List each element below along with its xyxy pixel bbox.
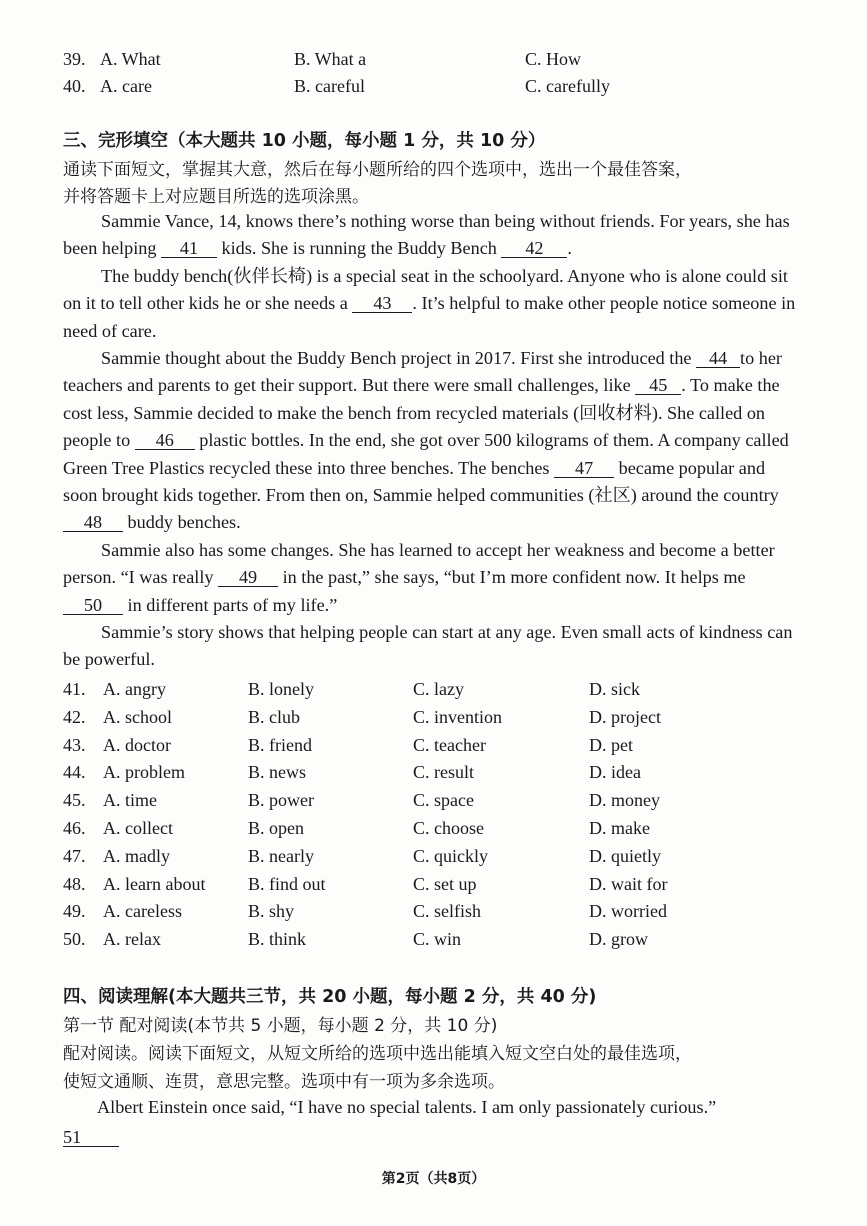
option-b: B. think [248,929,307,950]
question-number: 39. [63,49,86,69]
section-4-blank-line [63,1124,803,1151]
section-4-instruction-line-2: 使短文通顺、连贯，意思完整。选项中有一项为多余选项。 [63,1072,505,1092]
section-3-instruction-line-2: 并将答题卡上对应题目所选的选项涂黑。 [63,187,369,207]
question-number: 42. [63,706,86,727]
blank-44: 44 [696,349,740,368]
option-d: D. idea [589,762,641,783]
page-footer: 第2页（共8页） [381,1171,486,1187]
option-d: D. wait for [589,873,668,894]
passage-text: . It’s helpful to make other people notice someone in need of care. [63,293,796,341]
option-b: B. news [248,762,306,783]
option-b: B. find out [248,873,326,894]
question-number: 41. [63,679,86,699]
question-number: 43. [63,734,86,755]
passage-text: became popular and soon brought kids together. From then on, Sammie helped communities (社区) around the country [63,457,779,506]
option-a: A. doctor [103,734,171,755]
question-number: 44. [63,762,86,783]
option-d: D. grow [589,929,648,950]
option-c: C. teacher [413,734,486,755]
passage-text: . [567,238,572,259]
blank-43: 43 [352,294,412,313]
option-c: C. space [413,790,474,811]
blank-51: 51 [63,1128,119,1147]
passage-paragraph-2 [63,263,803,345]
option-row-49 [0,898,867,924]
question-number: 40. [63,76,86,96]
option-d: D. quietly [589,845,661,866]
passage-text: buddy benches. [123,512,241,533]
passage-paragraph-4 [63,537,803,619]
option-row-43 [0,732,867,758]
question-number: 49. [63,901,86,922]
option-a: A. relax [103,929,161,950]
option-c: C. carefully [525,76,610,96]
passage-text: in the past,” she says, “but I’m more confident now. It helps me [278,567,746,588]
option-d: D. money [589,790,660,811]
option-d: D. make [589,818,650,838]
option-row-39 [0,46,867,72]
blank-49: 49 [218,568,278,587]
option-a: A. school [103,706,172,727]
option-d: D. sick [589,679,640,699]
option-c: C. set up [413,873,477,894]
option-row-46 [0,815,867,841]
option-a: A. madly [103,845,170,866]
option-row-44 [0,759,867,785]
option-b: B. club [248,706,300,727]
passage-paragraph-3 [63,345,803,537]
section-4-quote: Albert Einstein once said, “I have no special talents. I am only passionately curious.” [97,1097,717,1117]
option-c: C. selfish [413,901,482,922]
passage-text: plastic bottles. In the end, she got over 500 kilograms of them. A company called Green Tree Plastics recycled these into three benches. The benches [63,430,789,478]
question-number: 48. [63,873,86,894]
option-a: A. careless [103,901,182,922]
option-b: B. lonely [248,679,314,699]
option-c: C. choose [413,818,484,838]
passage-text: in different parts of my life.” [123,594,338,615]
option-c: C. win [413,929,462,950]
passage-paragraph-1 [63,208,803,263]
passage-text: to her teachers and parents to get their support. But there were small challenges, like [63,348,782,396]
option-a: A. What [100,49,161,69]
option-c: C. lazy [413,679,464,699]
option-d: D. pet [589,734,633,755]
option-d: D. project [589,706,661,727]
option-c: C. How [525,49,582,69]
option-a: A. collect [103,818,173,838]
option-b: B. shy [248,901,295,922]
question-number: 50. [63,929,86,950]
option-row-41 [0,676,867,702]
question-number: 45. [63,790,86,811]
option-a: A. learn about [103,873,206,894]
option-row-42 [0,704,867,730]
option-b: B. friend [248,734,312,755]
blank-48: 48 [63,513,123,532]
blank-47: 47 [554,459,614,478]
blank-45: 45 [635,376,681,395]
option-c: C. invention [413,706,502,727]
section-4-instruction-line-1: 配对阅读。阅读下面短文，从短文所给的选项中选出能填入短文空白处的最佳选项， [63,1044,692,1064]
passage-text: kids. She is running the Buddy Bench [216,238,502,259]
passage-text: . To make the cost less, Sammie decided to make the bench from recycled materials (回收材料). She called on people to [63,375,780,451]
passage-text: Sammie thought about the Buddy Bench project in 2017. First she introduced the [101,348,697,368]
option-c: C. result [413,762,474,783]
section-3-instruction-line-1: 通读下面短文，掌握其大意，然后在每小题所给的四个选项中，选出一个最佳答案， [63,160,692,180]
option-b: B. nearly [248,845,314,866]
blank-42: 42 [501,239,567,258]
section-3-title: 三、完形填空（本大题共 10 小题，每小题 1 分，共 10 分） [63,131,546,151]
section-4-subtitle: 第一节 配对阅读(本节共 5 小题，每小题 2 分，共 10 分) [63,1016,498,1036]
passage-text: Sammie Vance, 14, knows there’s nothing worse than being without friends. For years, she has been helping [63,211,790,259]
option-b: B. power [248,790,314,811]
option-a: A. problem [103,762,185,783]
option-row-47 [0,843,867,869]
option-b: B. What a [294,49,367,69]
option-row-45 [0,787,867,813]
blank-46: 46 [135,431,195,450]
passage-text: Sammie also has some changes. She has learned to accept her weakness and become a better person. “I was really [63,540,775,588]
option-d: D. worried [589,901,667,922]
option-b: B. open [248,818,304,838]
option-a: A. time [103,790,157,811]
blank-41: 41 [161,239,217,258]
blank-50: 50 [63,596,123,615]
option-row-40 [0,73,867,99]
question-number: 47. [63,845,86,866]
option-row-48 [0,871,867,897]
question-number: 46. [63,818,86,838]
option-b: B. careful [294,76,365,96]
option-c: C. quickly [413,845,488,866]
option-a: A. angry [103,679,166,699]
option-row-50 [0,926,867,952]
passage-paragraph-5: Sammie’s story shows that helping people can start at any age. Even small acts of kindness can be powerful. [63,622,793,670]
section-4-title: 四、阅读理解(本大题共三节，共 20 小题，每小题 2 分，共 40 分) [63,987,597,1007]
passage-text: The buddy bench(伙伴长椅) is a special seat in the schoolyard. Anyone who is alone could sit on it to tell other kids he or she needs a [63,266,788,314]
option-a: A. care [100,76,152,96]
